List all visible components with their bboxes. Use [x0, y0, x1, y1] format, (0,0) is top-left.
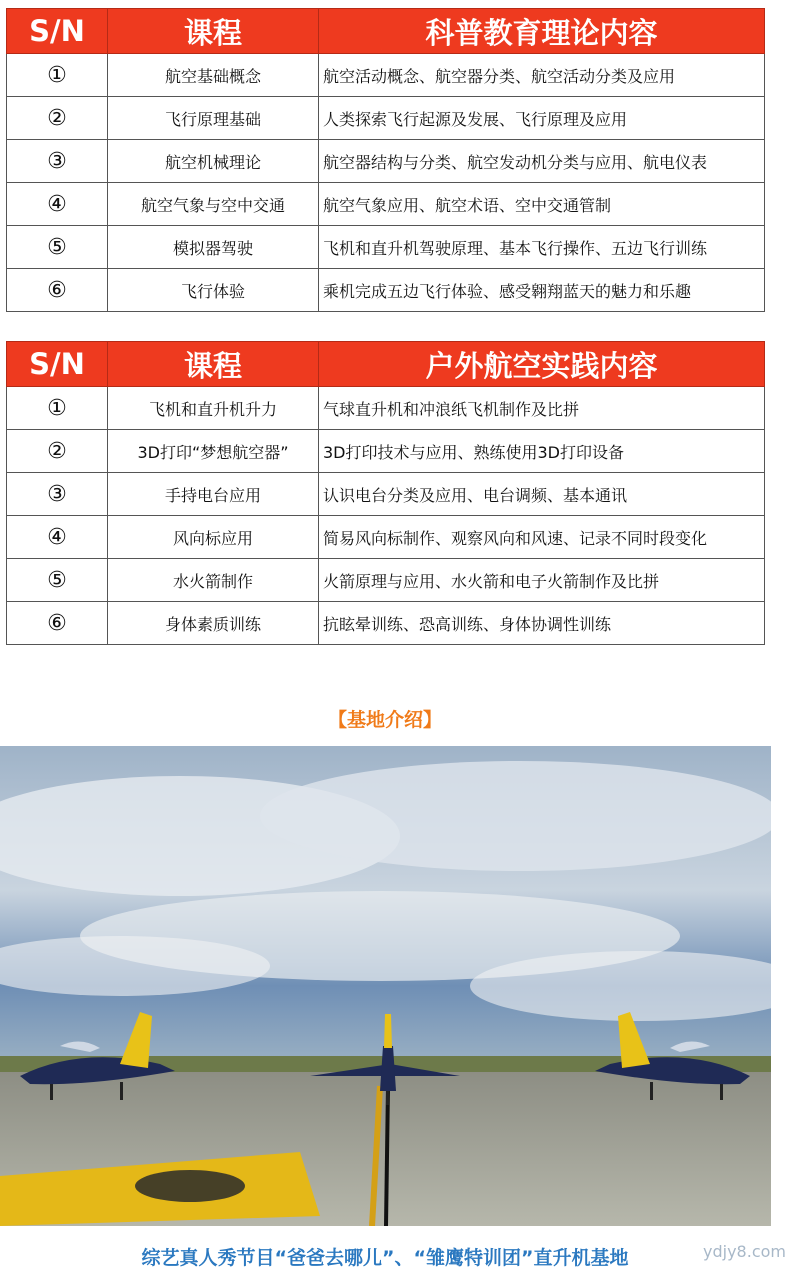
row-content: 火箭原理与应用、水火箭和电子火箭制作及比拼	[319, 559, 765, 602]
row-content: 航空气象应用、航空术语、空中交通管制	[319, 183, 765, 226]
header-course: 课程	[108, 9, 319, 54]
header-sn: S/N	[7, 342, 108, 387]
row-course: 3D打印“梦想航空器”	[108, 430, 319, 473]
table-row	[7, 430, 765, 473]
row-content: 飞机和直升机驾驶原理、基本飞行操作、五边飞行训练	[319, 226, 765, 269]
row-sn: ①	[7, 387, 108, 430]
table-row	[7, 516, 765, 559]
row-content: 航空活动概念、航空器分类、航空活动分类及应用	[319, 54, 765, 97]
row-course: 飞机和直升机升力	[108, 387, 319, 430]
table-row	[7, 387, 765, 430]
table-row	[7, 269, 765, 312]
row-course: 身体素质训练	[108, 602, 319, 645]
table-row	[7, 54, 765, 97]
row-sn: ⑥	[7, 602, 108, 645]
outdoor-practice-table	[6, 341, 765, 645]
row-content: 乘机完成五边飞行体验、感受翱翔蓝天的魅力和乐趣	[319, 269, 765, 312]
row-sn: ⑤	[7, 559, 108, 602]
row-sn: ④	[7, 516, 108, 559]
row-content: 抗眩晕训练、恐高训练、身体协调性训练	[319, 602, 765, 645]
row-course: 手持电台应用	[108, 473, 319, 516]
row-content: 3D打印技术与应用、熟练使用3D打印设备	[319, 430, 765, 473]
photo-caption: 综艺真人秀节目“爸爸去哪儿”、“雏鹰特训团”直升机基地	[141, 1247, 629, 1269]
table-header-row	[7, 9, 765, 54]
row-course: 水火箭制作	[108, 559, 319, 602]
table-row	[7, 97, 765, 140]
header-course: 课程	[108, 342, 319, 387]
row-sn: ⑥	[7, 269, 108, 312]
row-content: 气球直升机和冲浪纸飞机制作及比拼	[319, 387, 765, 430]
science-theory-table	[6, 8, 765, 312]
row-content: 人类探索飞行起源及发展、飞行原理及应用	[319, 97, 765, 140]
header-sn: S/N	[7, 9, 108, 54]
row-course: 飞行体验	[108, 269, 319, 312]
row-content: 简易风向标制作、观察风向和风速、记录不同时段变化	[319, 516, 765, 559]
section-title: 【基地介绍】	[327, 709, 442, 731]
header-content: 户外航空实践内容	[319, 342, 765, 387]
row-content: 航空器结构与分类、航空发动机分类与应用、航电仪表	[319, 140, 765, 183]
row-sn: ③	[7, 473, 108, 516]
row-course: 航空基础概念	[108, 54, 319, 97]
row-course: 航空机械理论	[108, 140, 319, 183]
row-course: 航空气象与空中交通	[108, 183, 319, 226]
row-sn: ②	[7, 97, 108, 140]
airbase-photo	[0, 746, 771, 1226]
table-row	[7, 473, 765, 516]
table-row	[7, 226, 765, 269]
row-sn: ④	[7, 183, 108, 226]
row-course: 飞行原理基础	[108, 97, 319, 140]
row-sn: ⑤	[7, 226, 108, 269]
row-content: 认识电台分类及应用、电台调频、基本通讯	[319, 473, 765, 516]
row-sn: ③	[7, 140, 108, 183]
table-row	[7, 602, 765, 645]
row-sn: ②	[7, 430, 108, 473]
table-row	[7, 559, 765, 602]
row-course: 风向标应用	[108, 516, 319, 559]
table-header-row	[7, 342, 765, 387]
table-row	[7, 140, 765, 183]
site-watermark: ydjy8.com	[703, 1242, 786, 1261]
table-row	[7, 183, 765, 226]
row-sn: ①	[7, 54, 108, 97]
header-content: 科普教育理论内容	[319, 9, 765, 54]
row-course: 模拟器驾驶	[108, 226, 319, 269]
